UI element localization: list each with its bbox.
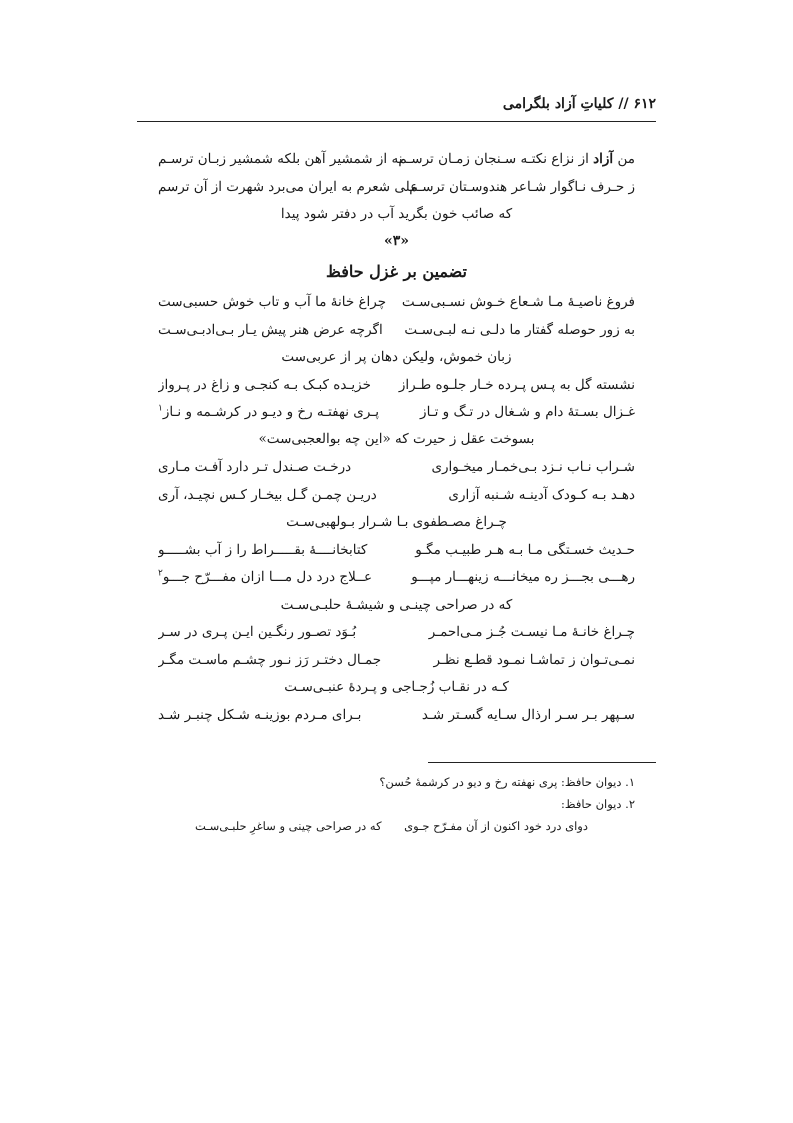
footnote-1: ۱. دیوان حافظ: پری نهفته رخ و دیو در کرشمهٔ حُسن؟	[379, 775, 635, 789]
hemistich-right: دوای درد خود اکنون از آن مفـرّح جـوی	[404, 819, 588, 833]
verse-line	[158, 371, 635, 399]
footnote-rule	[428, 762, 656, 763]
hemistich-right: شـراب نـاب نـزد بـی‌خمـار میخـواری	[431, 459, 635, 475]
verse-line	[158, 646, 635, 674]
hemistich-left: پـری نهفتـه رخ و دیـو در کرشـمه و نـاز$^۱$	[158, 403, 380, 420]
verse-line	[158, 145, 635, 173]
hemistich-left: نه از شمشیر آهن بلکه شمشیر زبـان ترسـم	[158, 151, 403, 167]
verse-line	[158, 316, 635, 344]
hemistich-right: نمـی‌تـوان ز تماشـا نمـود قطـع نظـر	[433, 652, 635, 668]
hemistich-right: غـزال بسـتهٔ دام و شـغال در تـگ و تـاز	[420, 404, 635, 420]
footnote-marker: ۲	[158, 568, 163, 579]
hemistich-left: درخـت صـندل تـر دارد آفـت مـاری	[158, 459, 352, 475]
book-title: کلیاتِ آزاد بلگرامی	[502, 96, 614, 112]
hemistich-right: ز حـرف نـاگوار شـاعر هندوسـتان ترسـم	[409, 179, 635, 195]
section-title: تضمین بر غزل حافظ	[326, 262, 467, 281]
hemistich-right: نشسته گل به پـس پـرده خـار جلـوه طـراز	[398, 377, 635, 393]
verse-line	[158, 508, 635, 536]
hemistich-right: به زور حوصله گفتار ما دلـی نـه لبـی‌سـت	[404, 322, 635, 338]
page-number: ۶۱۲	[633, 96, 656, 112]
hemistich-left: جمـال دختـر رَز نـور چشـم ماسـت مگـر	[158, 652, 382, 668]
hemistich-right: رهـــی بجـــز ره میخانـــه زینهـــار مپـــو	[411, 569, 635, 585]
hemistich-left: خزیـده کبـک بـه کنجـی و زاغ در پـرواز	[158, 377, 371, 393]
hemistich-left: بـرای مـردم بوزینـه شـکل چنبـر شـد	[158, 707, 362, 723]
verse-line	[158, 701, 635, 729]
verse-line	[158, 481, 635, 509]
verse-line	[158, 288, 635, 316]
running-header	[137, 96, 656, 112]
hemistich-left: بُـوَد تصـور رنگـین ایـن پـری در سـر	[158, 624, 357, 640]
hemistich-right: دهـد بـه کـودک آدینـه شـنبه آزاری	[448, 487, 635, 503]
verse-line	[158, 173, 635, 201]
poet-name: آزاد	[593, 151, 614, 167]
footnote-2: ۲. دیوان حافظ:	[561, 797, 635, 811]
hemistich-right: سـپهر بـر سـر ارذال سـایه گسـتر شـد	[421, 707, 635, 723]
hemistich-left: که در صراحی چینی و ساغرِ حلبـی‌سـت	[195, 819, 382, 833]
refrain-line: کـه در نقـاب زُجـاجی و پـردهٔ عنبـی‌سـت	[284, 679, 509, 695]
refrain-line: چـراغ مصـطفوی بـا شـرار بـولهبی‌سـت	[286, 514, 507, 530]
verse-line	[158, 618, 635, 646]
header-rule	[137, 121, 656, 122]
hemistich-left: چراغ خانهٔ ما آب و تاب خوش حسبی‌ست	[158, 294, 387, 310]
verse-line	[158, 563, 635, 591]
verse-line	[158, 398, 635, 426]
verse-line	[158, 591, 635, 619]
verse-line	[158, 200, 635, 228]
hemistich-left: عــلاج درد دل مـــا ازان مفـــرّح جـــو$^۲$	[158, 568, 373, 585]
hemistich-left: کتابخانــــهٔ بقـــــراط را ز آب بشـــــو	[158, 542, 368, 558]
header-separator: //	[618, 96, 629, 112]
hemistich-right: چـراغ خانـهٔ مـا نیسـت جُـز مـی‌احمـر	[428, 624, 635, 640]
hemistich-left: علی شعرم به ایران می‌برد شهرت از آن ترسم	[158, 179, 419, 195]
verse-line	[158, 425, 635, 453]
verse-line	[158, 536, 635, 564]
hemistich-right: حـدیث خسـتگی مـا بـه هـر طبیـب مگـو	[415, 542, 635, 558]
verse-line	[158, 673, 635, 701]
hemistich-left: اگرچه عرض هنر پیش یـار بـی‌ادبـی‌سـت	[158, 322, 383, 338]
section-number: «۳»	[383, 233, 410, 249]
refrain-line: که در صراحی چینـی و شیشـهٔ حلبـی‌سـت	[280, 597, 513, 613]
hemistich-right: فروغ ناصیـهٔ مـا شـعاع خـوش نسـبی‌سـت	[401, 294, 635, 310]
hemistich-right: من آزاد از نزاع نکتـه سـنجان زمـان ترسـم	[398, 151, 635, 167]
footnote-marker: ۱	[158, 403, 163, 414]
verse-line	[158, 343, 635, 371]
verse-line	[158, 453, 635, 481]
refrain-line: زبان خموش، ولیکن دهان پر از عربی‌ست	[281, 349, 512, 365]
refrain-line: بسوخت عقل ز حیرت که «این چه بوالعجبی‌ست»	[258, 431, 535, 447]
closing-line: که صائب خون بگرید آب در دفتر شود پیدا	[280, 206, 513, 222]
hemistich-left: دریـن چمـن گـل بیخـار کـس نچیـد، آری	[158, 487, 377, 503]
